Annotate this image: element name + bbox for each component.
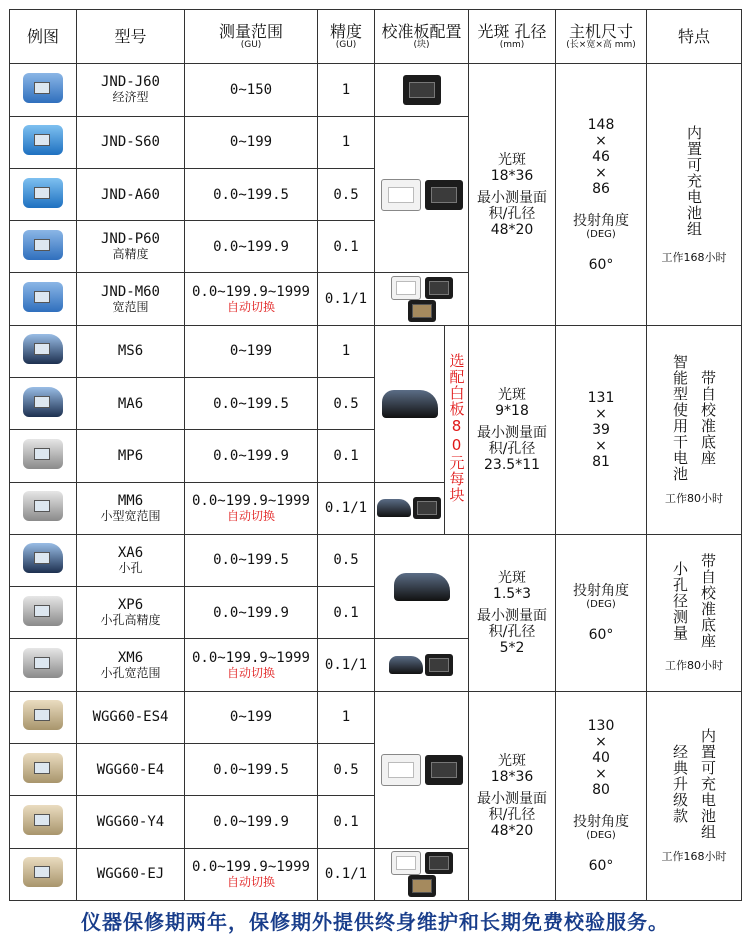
range-cell: 0.0~199.9~1999 自动切换 [185, 273, 318, 325]
calibration-cell [375, 482, 445, 534]
calibration-cell [375, 534, 469, 639]
model-cell: XP6 小孔高精度 [77, 587, 185, 639]
size-cell: 131 × 39 × 81 [556, 325, 647, 534]
range-cell: 0.0~199.9~1999 自动切换 [185, 482, 318, 534]
spot-cell: 光斑 18*36 最小测量面积/孔径 48*20 [469, 64, 556, 325]
gloss-meter-image [23, 648, 63, 678]
header-model: 型号 [77, 10, 185, 64]
device-image [10, 482, 77, 534]
model-cell: XA6 小孔 [77, 534, 185, 586]
precision-cell: 0.1 [318, 221, 375, 273]
calibration-base [382, 390, 438, 418]
range-cell: 0.0~199.5 [185, 168, 318, 220]
device-image [10, 325, 77, 377]
features-cell: 经典升级款 内置可充电池组 工作168小时 [647, 691, 742, 900]
white-calibration-plate [391, 851, 421, 875]
header-size: 主机尺寸 (长×宽×高 mm) [556, 10, 647, 64]
table-row [10, 325, 742, 377]
range-cell: 0.0~199.5 [185, 377, 318, 429]
device-image [10, 534, 77, 586]
model-cell: JND-S60 [77, 116, 185, 168]
precision-cell: 0.5 [318, 534, 375, 586]
model-cell: MP6 [77, 430, 185, 482]
gloss-meter-image [23, 491, 63, 521]
precision-cell: 0.1 [318, 587, 375, 639]
black-calibration-plate [425, 852, 453, 874]
brown-calibration-plate [408, 875, 436, 897]
calibration-cell [375, 325, 445, 482]
precision-cell: 0.1/1 [318, 482, 375, 534]
calibration-base [377, 499, 411, 517]
range-cell: 0~199 [185, 325, 318, 377]
gloss-meter-image [23, 543, 63, 573]
header-range: 测量范围 (GU) [185, 10, 318, 64]
spot-cell: 光斑 1.5*3 最小测量面积/孔径 5*2 [469, 534, 556, 691]
device-image [10, 377, 77, 429]
gloss-meter-image [23, 334, 63, 364]
size-cell: 投射角度 (DEG) 60° [556, 534, 647, 691]
precision-cell: 1 [318, 116, 375, 168]
gloss-meter-image [23, 125, 63, 155]
calibration-cell [375, 639, 469, 691]
range-cell: 0~199 [185, 691, 318, 743]
device-image [10, 743, 77, 795]
model-cell: WGG60-EJ [77, 848, 185, 900]
range-cell: 0.0~199.5 [185, 743, 318, 795]
model-cell: WGG60-E4 [77, 743, 185, 795]
white-calibration-plate [391, 276, 421, 300]
precision-cell: 0.1/1 [318, 848, 375, 900]
gloss-meter-image [23, 700, 63, 730]
calibration-cell [375, 64, 469, 116]
black-calibration-plate [403, 75, 441, 105]
spec-table [9, 9, 742, 901]
white-calibration-plate [381, 754, 421, 786]
model-cell: JND-A60 [77, 168, 185, 220]
precision-cell: 0.5 [318, 377, 375, 429]
calibration-base [394, 573, 450, 601]
black-calibration-plate [425, 180, 463, 210]
table-row [10, 534, 742, 586]
optional-plate-note: 选配白板80元每块 [445, 325, 469, 534]
size-cell: 130 × 40 × 80 投射角度 (DEG) 60° [556, 691, 647, 900]
header-precision: 精度 (GU) [318, 10, 375, 64]
model-cell: WGG60-Y4 [77, 796, 185, 848]
precision-cell: 1 [318, 325, 375, 377]
gloss-meter-image [23, 805, 63, 835]
device-image [10, 587, 77, 639]
size-cell: 148 × 46 × 86 投射角度 (DEG) 60° [556, 64, 647, 325]
gloss-meter-image [23, 857, 63, 887]
range-cell: 0.0~199.9 [185, 221, 318, 273]
calibration-cell [375, 273, 469, 325]
device-image [10, 221, 77, 273]
precision-cell: 0.5 [318, 168, 375, 220]
spot-cell: 光斑 18*36 最小测量面积/孔径 48*20 [469, 691, 556, 900]
device-image [10, 691, 77, 743]
features-cell: 小孔径测量 带自校准底座 工作80小时 [647, 534, 742, 691]
range-cell: 0.0~199.9 [185, 430, 318, 482]
features-cell: 智能型使用干电池 带自校准底座 工作80小时 [647, 325, 742, 534]
device-image [10, 273, 77, 325]
model-cell: JND-J60 经济型 [77, 64, 185, 116]
device-image [10, 430, 77, 482]
precision-cell: 0.5 [318, 743, 375, 795]
brown-calibration-plate [408, 300, 436, 322]
precision-cell: 0.1/1 [318, 273, 375, 325]
model-cell: JND-P60 高精度 [77, 221, 185, 273]
table-row [10, 691, 742, 743]
black-calibration-plate [413, 497, 441, 519]
header-row [10, 10, 742, 64]
calibration-cell [375, 691, 469, 848]
device-image [10, 848, 77, 900]
gloss-meter-image [23, 73, 63, 103]
precision-cell: 1 [318, 64, 375, 116]
model-cell: XM6 小孔宽范围 [77, 639, 185, 691]
calibration-cell [375, 848, 469, 900]
white-calibration-plate [381, 179, 421, 211]
spot-cell: 光斑 9*18 最小测量面积/孔径 23.5*11 [469, 325, 556, 534]
model-cell: JND-M60 宽范围 [77, 273, 185, 325]
header-features: 特点 [647, 10, 742, 64]
range-cell: 0.0~199.9 [185, 587, 318, 639]
model-cell: MM6 小型宽范围 [77, 482, 185, 534]
header-spot: 光斑 孔径 (mm) [469, 10, 556, 64]
device-image [10, 168, 77, 220]
precision-cell: 0.1 [318, 796, 375, 848]
black-calibration-plate [425, 277, 453, 299]
model-cell: MS6 [77, 325, 185, 377]
range-cell: 0.0~199.9~1999 自动切换 [185, 639, 318, 691]
warranty-footer: 仪器保修期两年，保修期外提供终身维护和长期免费校验服务。 [81, 910, 669, 934]
gloss-meter-image [23, 387, 63, 417]
device-image [10, 796, 77, 848]
calibration-base [389, 656, 423, 674]
device-image [10, 64, 77, 116]
gloss-meter-image [23, 230, 63, 260]
range-cell: 0~150 [185, 64, 318, 116]
calibration-cell [375, 116, 469, 273]
gloss-meter-image [23, 178, 63, 208]
range-cell: 0~199 [185, 116, 318, 168]
model-cell: MA6 [77, 377, 185, 429]
precision-cell: 0.1/1 [318, 639, 375, 691]
precision-cell: 0.1 [318, 430, 375, 482]
precision-cell: 1 [318, 691, 375, 743]
gloss-meter-image [23, 439, 63, 469]
header-calibration: 校准板配置 (块) [375, 10, 469, 64]
gloss-meter-image [23, 596, 63, 626]
device-image [10, 116, 77, 168]
features-cell: 内置可充电池组 工作168小时 [647, 64, 742, 325]
gloss-meter-image [23, 753, 63, 783]
range-cell: 0.0~199.9 [185, 796, 318, 848]
model-cell: WGG60-ES4 [77, 691, 185, 743]
black-calibration-plate [425, 755, 463, 785]
header-image: 例图 [10, 10, 77, 64]
device-image [10, 639, 77, 691]
table-row [10, 64, 742, 116]
black-calibration-plate [425, 654, 453, 676]
range-cell: 0.0~199.9~1999 自动切换 [185, 848, 318, 900]
range-cell: 0.0~199.5 [185, 534, 318, 586]
gloss-meter-image [23, 282, 63, 312]
